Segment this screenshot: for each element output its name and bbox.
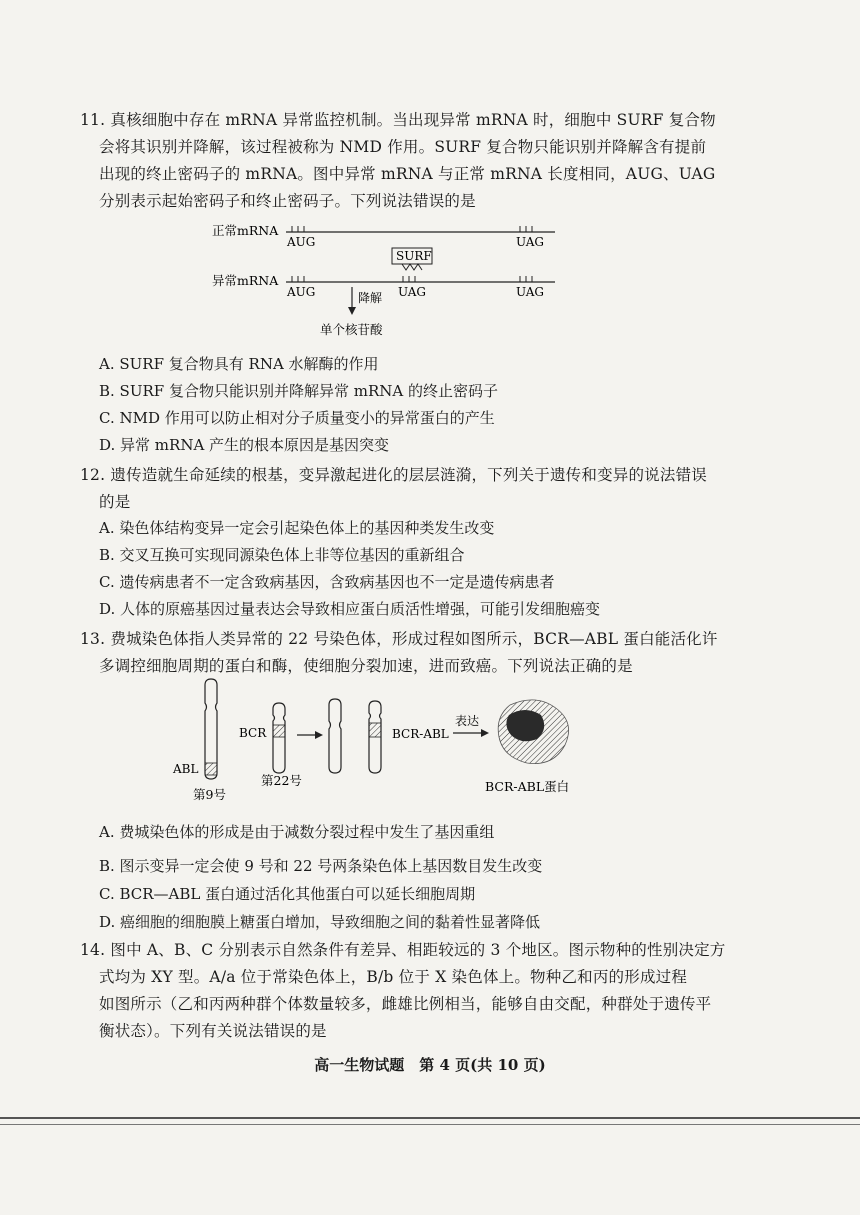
abnormal-mrna-label: 异常mRNA	[212, 273, 279, 288]
degrade-label: 降解	[358, 291, 383, 305]
derivative-chromosome-9	[329, 699, 341, 773]
abnormal-mid-uag-label: UAG	[398, 285, 426, 299]
q12-option-a: A. 染色体结构变异一定会引起染色体上的基因种类发生改变	[99, 519, 495, 537]
normal-aug-label: AUG	[287, 235, 316, 249]
bcr-abl-label: BCR-ABL	[392, 727, 449, 741]
bcr-abl-region	[369, 723, 381, 737]
normal-mrna-label: 正常mRNA	[212, 223, 279, 238]
abnormal-aug-label: AUG	[287, 285, 316, 299]
bcr-region	[273, 725, 285, 737]
q11-line-2: 会将其识别并降解，该过程被称为 NMD 作用。SURF 复合物只能识别并降解含有提前	[99, 138, 707, 156]
chromosome-figure	[165, 675, 615, 810]
single-nucleotide-label: 单个核苷酸	[320, 322, 383, 337]
q11-line-3: 出现的终止密码子的 mRNA。图中异常 mRNA 与正常 mRNA 长度相同，AUG、UAG	[99, 165, 716, 183]
bottom-rule-thin	[0, 1124, 860, 1125]
q11-line-1: 11. 真核细胞中存在 mRNA 异常监控机制。当出现异常 mRNA 时，细胞中 SURF 复合物	[80, 111, 716, 129]
q13-option-d: D. 癌细胞的细胞膜上糖蛋白增加，导致细胞之间的黏着性显著降低	[99, 913, 541, 931]
q12-line-2: 的是	[99, 493, 131, 511]
chromosome-9-label: 第9号	[193, 787, 226, 802]
q13-line-1: 13. 费城染色体指人类异常的 22 号染色体，形成过程如图所示，BCR—ABL 蛋白能活化许	[80, 630, 718, 648]
surf-label: SURF	[396, 249, 432, 263]
q11-option-b: B. SURF 复合物只能识别并降解异常 mRNA 的终止密码子	[99, 382, 498, 400]
q13-option-b: B. 图示变异一定会使 9 号和 22 号两条染色体上基因数目发生改变	[99, 857, 543, 875]
q11-option-a: A. SURF 复合物具有 RNA 水解酶的作用	[99, 355, 379, 373]
q12-option-c: C. 遗传病患者不一定含致病基因，含致病基因也不一定是遗传病患者	[99, 573, 555, 591]
q13-option-a: A. 费城染色体的形成是由于减数分裂过程中发生了基因重组	[99, 823, 495, 841]
abl-region	[205, 763, 217, 775]
page-footer: 高一生物试题 第 4 页(共 10 页)	[314, 1056, 546, 1074]
mrna-figure	[200, 215, 580, 345]
chromosome-22	[273, 703, 285, 773]
express-label: 表达	[455, 714, 480, 728]
q12-option-b: B. 交叉互换可实现同源染色体上非等位基因的重新组合	[99, 546, 465, 564]
q13-line-2: 多调控细胞周期的蛋白和酶，使细胞分裂加速，进而致癌。下列说法正确的是	[99, 657, 633, 675]
q11-option-c: C. NMD 作用可以防止相对分子质量变小的异常蛋白的产生	[99, 409, 495, 427]
q14-line-3: 如图所示（乙和丙两种群个体数量较多，雌雄比例相当，能够自由交配，种群处于遗传平	[99, 995, 712, 1013]
q11-line-4: 分别表示起始密码子和终止密码子。下列说法错误的是	[99, 192, 476, 210]
bottom-rule	[0, 1117, 860, 1119]
q13-option-c: C. BCR—ABL 蛋白通过活化其他蛋白可以延长细胞周期	[99, 885, 476, 903]
abl-label: ABL	[173, 762, 199, 776]
chromosome-22-label: 第22号	[261, 773, 302, 788]
bcr-label: BCR	[239, 726, 267, 740]
q14-line-4: 衡状态）。下列有关说法错误的是	[99, 1022, 327, 1040]
bcr-abl-protein-label: BCR-ABL蛋白	[485, 779, 570, 794]
q14-line-1: 14. 图中 A、B、C 分别表示自然条件有差异、相距较远的 3 个地区。图示物种的性别决定方	[80, 941, 726, 959]
bcr-abl-protein-shape	[498, 700, 568, 764]
q12-option-d: D. 人体的原癌基因过量表达会导致相应蛋白质活性增强，可能引发细胞癌变	[99, 600, 601, 618]
q11-option-d: D. 异常 mRNA 产生的根本原因是基因突变	[99, 436, 390, 454]
abnormal-uag-label: UAG	[516, 285, 544, 299]
normal-uag-label: UAG	[516, 235, 544, 249]
q12-line-1: 12. 遗传造就生命延续的根基，变异激起进化的层层涟漪，下列关于遗传和变异的说法错误	[80, 466, 707, 484]
q14-line-2: 式均为 XY 型。A/a 位于常染色体上，B/b 位于 X 染色体上。物种乙和丙的形成过程	[99, 968, 688, 986]
